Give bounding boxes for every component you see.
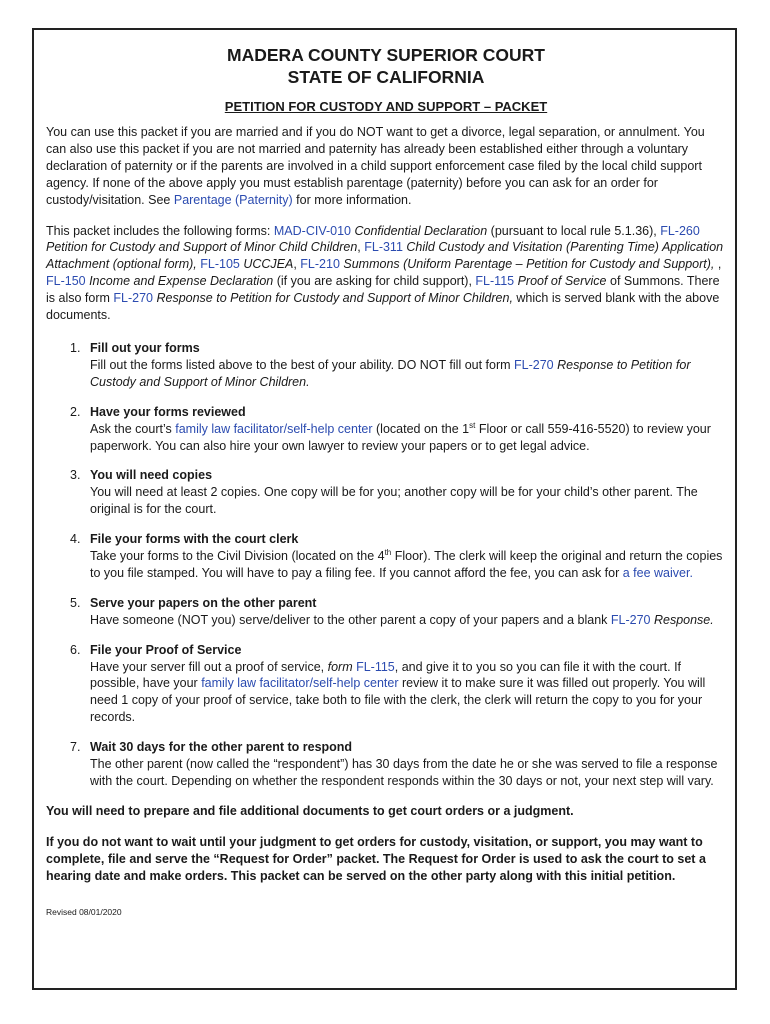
court-name: MADERA COUNTY SUPERIOR COURT (227, 45, 545, 65)
step-item: 2. Have your forms reviewed Ask the court’s family law facilitator/self-help center (located on the 1st Floor or call 559-416-5520) to review your paperwork. You can also hire your own lawyer to review your papers or to get legal advice. (46, 404, 726, 455)
fl-270-link[interactable]: FL-270 (113, 291, 153, 306)
fl-270-link[interactable]: FL-270 (514, 357, 554, 372)
fl-311-link[interactable]: FL-311 (364, 240, 403, 255)
page-border (32, 28, 737, 990)
step-item: 5. Serve your papers on the other parent Have someone (NOT you) serve/deliver to the other parent a copy of your papers and a blank FL-270 Response. (46, 595, 726, 629)
packet-title: PETITION FOR CUSTODY AND SUPPORT – PACKET (224, 99, 548, 114)
fl-260-link[interactable]: FL-260 (660, 223, 700, 238)
fl-150-link[interactable]: FL-150 (46, 274, 86, 289)
step-item: 4. File your forms with the court clerk Take your forms to the Civil Division (located on the 4th Floor). The clerk will keep the original and return the copies to you file stamped. You will have to pay a filing fee. If you cannot afford the fee, you can ask for a fee waiver. (46, 531, 726, 582)
closing-statement: You will need to prepare and file additional documents to get court orders or a judgment. (46, 803, 574, 818)
step-item: 6. File your Proof of Service Have your server fill out a proof of service, form FL-115, and give it to you so you can file it with the court. If possible, have your family law facilitator/self-help center review it to make sure it was filled out properly. You will need 1 copy of your proof of service, take both to file with the clerk, the clerk will return the copy to you for your records. (46, 642, 726, 727)
self-help-center-link[interactable]: family law facilitator/self-help center (201, 676, 399, 691)
step-item: 7. Wait 30 days for the other parent to respond The other parent (now called the “respondent”) has 30 days from the date he or she was served to file a response with the court. Depending on whether the respondent responds within the 30 days or not, your next step will vary. (46, 739, 726, 790)
step-title: Serve your papers on the other parent (90, 595, 317, 610)
document-content (46, 44, 726, 917)
fl-115-link[interactable]: FL-115 (352, 659, 395, 674)
request-for-order-note: If you do not want to wait until your judgment to get orders for custody, visitation, or support, you may want to complete, file and serve the “Request for Order” packet. The Request for Order is used to ask the court to set a hearing date and make orders. This packet can be served on the other party along with this initial petition. (46, 834, 706, 883)
step-title: Fill out your forms (90, 340, 200, 355)
fl-210-link[interactable]: FL-210 (300, 257, 340, 272)
fl-115-link[interactable]: FL-115 (475, 274, 515, 289)
steps-list (46, 340, 726, 790)
self-help-center-link[interactable]: family law facilitator/self-help center (175, 421, 373, 436)
step-title: File your Proof of Service (90, 642, 242, 657)
step-item: 1. Fill out your forms Fill out the forms listed above to the best of your ability. DO NOT fill out form FL-270 Response to Petition for Custody and Support of Minor Children. (46, 340, 726, 391)
step-title: File your forms with the court clerk (90, 532, 299, 547)
state-name: STATE OF CALIFORNIA (287, 67, 485, 87)
fl-270-link[interactable]: FL-270 (610, 612, 651, 627)
step-item: 3. You will need copies You will need at least 2 copies. One copy will be for you; another copy will be for your child’s other parent. The original is for the court. (46, 467, 726, 518)
intro-paragraph: You can use this packet if you are married and if you do NOT want to get a divorce, legal separation, or annulment. You can also use this packet if you are not married and paternity has already been established either through a voluntary declaration of paternity or if the parents are involved in a child support enforcement case filed by the local child support agency. If none of the above apply you must establish parentage (paternity) before you can ask for an order for custody/visitation. See Parentage (Paternity) for more information. (46, 125, 705, 207)
step-title: Have your forms reviewed (90, 404, 246, 419)
parentage-link[interactable]: Parentage (Paternity) (173, 192, 293, 207)
mad-civ-010-link[interactable]: MAD-CIV-010 (273, 223, 351, 238)
fl-105-link[interactable]: FL-105 (200, 257, 240, 272)
step-title: You will need copies (90, 468, 213, 483)
revised-date: Revised 08/01/2020 (46, 906, 122, 917)
forms-list-paragraph: This packet includes the following forms: MAD-CIV-010 Confidential Declaration (pursuant to local rule 5.1.36), FL-260 Petition for Custody and Support of Minor Child Children, FL-311 Child Custody and Visitation (Parenting Time) Application Attachment (optional form), FL-105 UCCJEA, FL-210 Summons (Uniform Parentage – Petition for Custody and Support), , FL-150 Income and Expense Declaration (if you are asking for child support), FL-115 Proof of Service of Summons. There is also form FL-270 Response to Petition for Custody and Support of Minor Children, which is served blank with the above documents. (46, 223, 724, 323)
fee-waiver-link[interactable]: a fee waiver. (622, 565, 693, 580)
step-title: Wait 30 days for the other parent to respond (90, 740, 353, 755)
